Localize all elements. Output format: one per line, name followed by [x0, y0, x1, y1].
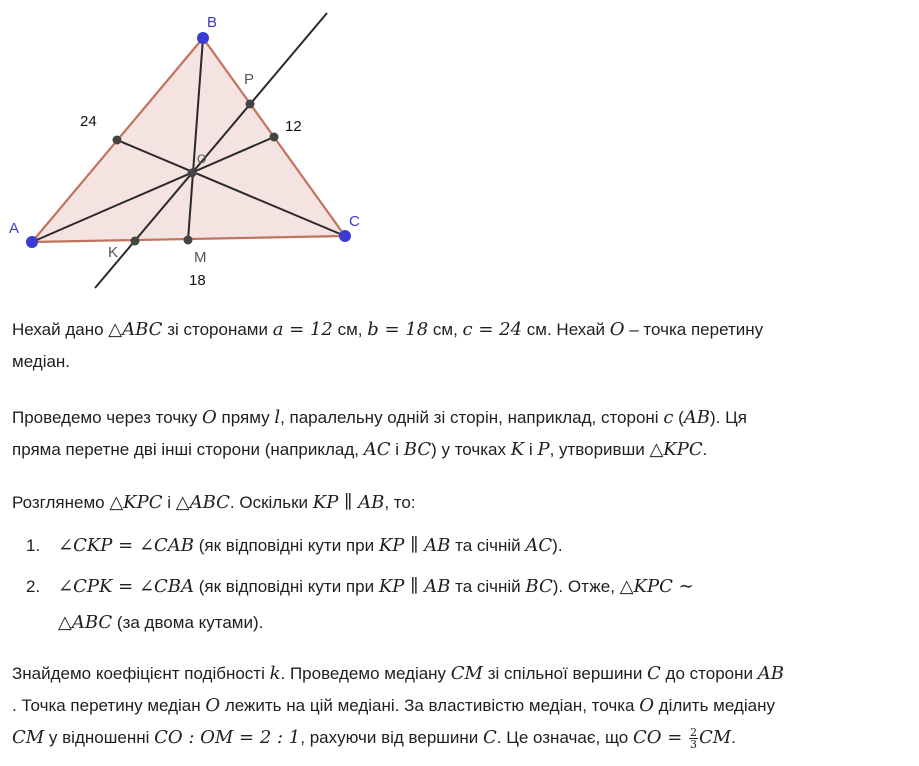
paragraph-1 [12, 314, 912, 378]
triangle-symbol: △ [108, 319, 123, 340]
triangle-symbol: △ [58, 612, 72, 633]
math-o: O [202, 407, 217, 428]
math-ac: AC [363, 439, 391, 460]
list-number: 1. [26, 536, 41, 555]
point-mid-ab [113, 136, 122, 145]
paragraph-4 [12, 658, 912, 754]
math-angle-eq: ∠CKP = ∠CAB [58, 535, 195, 556]
math-c: c [663, 407, 674, 428]
list-number: 2. [26, 577, 41, 596]
vertex-a [26, 236, 38, 248]
text: , утворивши [549, 440, 650, 459]
math-ab: AB [424, 535, 451, 556]
paragraph-2 [12, 402, 912, 466]
text: до сторони [660, 664, 758, 683]
text: Знайдемо коефіцієнт подібності [12, 664, 270, 683]
math-b-eq: b = 18 [367, 319, 429, 340]
triangle-figure [0, 0, 400, 300]
text: ) у точках [431, 440, 511, 459]
parallel-symbol: ∥ [404, 535, 425, 556]
triangle-symbol: △ [175, 492, 190, 513]
text: – точка перетину [624, 320, 764, 339]
label-side-ab: 24 [80, 113, 97, 130]
math-c-eq: c = 24 [462, 319, 523, 340]
text: . [731, 728, 736, 747]
math-angle-eq: ∠CPK = ∠CBA [58, 576, 195, 597]
math-kp: KP [378, 576, 405, 597]
text: Розглянемо [12, 493, 110, 512]
text: . Точка перетину медіан [12, 696, 206, 715]
text: . Проведемо медіану [280, 664, 451, 683]
parallel-symbol: ∥ [404, 576, 425, 597]
text: . Оскільки [229, 493, 313, 512]
math-ab: AB [424, 576, 451, 597]
text: зі спільної вершини [482, 664, 648, 683]
math-p: P [537, 439, 550, 460]
fraction-two-thirds [689, 727, 698, 750]
text: лежить на цій медіані. За властивістю медіан, точка [220, 696, 640, 715]
math-kp: KP [312, 492, 339, 513]
math-secant: BC [525, 576, 553, 597]
label-side-ac: 18 [189, 272, 206, 289]
steps-list [12, 528, 912, 641]
math-ratio: CO : OM = 2 : 1 [154, 727, 301, 748]
label-o: O [197, 152, 207, 166]
label-b: B [207, 14, 218, 31]
math-abc: ABC [122, 319, 163, 340]
fraction-denominator: 3 [690, 738, 697, 752]
text: і [524, 440, 538, 459]
text: пряму [216, 408, 275, 427]
text: ). [552, 536, 563, 555]
math-ab: AB [757, 663, 784, 684]
label-m: M [194, 249, 207, 266]
math-abc: ABC [189, 492, 230, 513]
math-o: O [639, 695, 654, 716]
math-cm: CM [450, 663, 483, 684]
math-bc: BC [403, 439, 432, 460]
triangle-symbol: △ [619, 576, 634, 597]
math-ab: AB [683, 407, 711, 428]
text: , паралельну одній зі сторін, наприклад, стороні [280, 408, 664, 427]
text: та січній [450, 577, 526, 596]
math-kpc: KPC [123, 492, 163, 513]
list-item [12, 569, 912, 641]
text: ). Ця [710, 408, 747, 427]
math-cm: CM [12, 727, 45, 748]
math-kpc: KPC [633, 576, 673, 597]
text: . [702, 440, 708, 459]
math-kp: KP [378, 535, 405, 556]
text: медіан. [12, 352, 71, 371]
math-k: k [269, 663, 281, 684]
text: см, [428, 320, 463, 339]
text: ). Отже, [552, 577, 620, 596]
math-o: O [609, 319, 625, 340]
parallel-symbol: ∥ [338, 492, 359, 513]
label-k: K [108, 244, 119, 261]
label-a: A [9, 220, 20, 237]
math-cm: CM [699, 727, 732, 748]
point-mid-bc [270, 133, 279, 142]
label-side-bc: 12 [285, 118, 302, 135]
text: і [162, 493, 176, 512]
text: , рахуючи від вершини [300, 728, 484, 747]
math-co: CO = [632, 727, 688, 748]
text: Нехай дано [12, 320, 109, 339]
triangle-symbol: △ [109, 492, 124, 513]
text: та січній [450, 536, 526, 555]
text: ділить медіану [653, 696, 775, 715]
text: зі сторонами [162, 320, 273, 339]
text: (як відповідні кути при [194, 577, 379, 596]
text: і [390, 440, 404, 459]
math-secant: AC [525, 535, 553, 556]
triangle-symbol: △ [649, 439, 664, 460]
math-ab: AB [358, 492, 385, 513]
paragraph-3 [12, 487, 912, 519]
math-c: C [647, 663, 661, 684]
point-m [184, 236, 193, 245]
fraction-numerator: 2 [690, 726, 697, 740]
text: Проведемо через точку [12, 408, 203, 427]
triangle-abc-fill [32, 38, 345, 242]
text: у відношенні [44, 728, 155, 747]
text: пряма перетне дві інші сторони (наприклад, [12, 440, 364, 459]
math-l: l [274, 407, 281, 428]
math-abc: ABC [71, 612, 113, 633]
vertex-c [339, 230, 351, 242]
point-o [188, 169, 197, 178]
math-o: O [205, 695, 221, 716]
list-item [12, 528, 912, 564]
text: , то: [384, 493, 416, 512]
text: см. Нехай [522, 320, 610, 339]
text: ( [673, 408, 684, 427]
math-c: C [483, 727, 497, 748]
math-k: K [510, 439, 525, 460]
text: (як відповідні кути при [194, 536, 379, 555]
point-p [246, 100, 255, 109]
text: см, [332, 320, 368, 339]
text: . Це означає, що [496, 728, 633, 747]
text: (за двома кутами). [112, 613, 264, 632]
label-p: P [244, 71, 255, 88]
vertex-b [197, 32, 209, 44]
math-a-eq: a = 12 [272, 319, 333, 340]
similar-symbol: ∼ [672, 576, 694, 597]
point-k [131, 237, 140, 246]
label-c: C [349, 213, 360, 230]
math-kpc: KPC [663, 439, 703, 460]
